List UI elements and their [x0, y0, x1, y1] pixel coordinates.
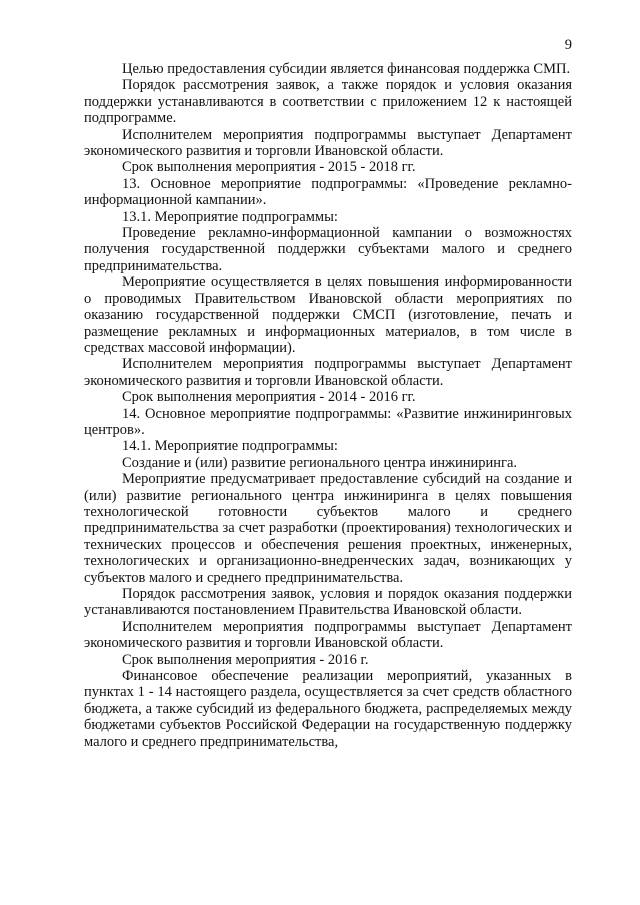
paragraph: Исполнителем мероприятия подпрограммы выступает Департамент экономического развития и торговли Ивановской области. — [84, 618, 572, 652]
page-number: 9 — [564, 37, 572, 53]
paragraph: Целью предоставления субсидии является финансовая поддержка СМП. — [122, 61, 571, 77]
subsection-heading: 14.1. Мероприятие подпрограммы: — [122, 438, 338, 455]
paragraph: Проведение рекламно-информационной кампании о возможностях получения государственной поддержки субъектами малого и среднего предпринимательства. — [84, 225, 572, 274]
paragraph: Порядок рассмотрения заявок, условия и порядок оказания поддержки устанавливаются постановлением Правительства Ивановской области. — [84, 586, 572, 619]
paragraph: Срок выполнения мероприятия - 2016 г. — [122, 651, 369, 668]
paragraph: Порядок рассмотрения заявок, а также порядок и условия оказания поддержки устанавливаются в соответствии с приложением 12 к настоящей подпрограмме. — [84, 77, 572, 127]
paragraph: Исполнителем мероприятия подпрограммы выступает Департамент экономического развития и торговли Ивановской области. — [84, 126, 572, 160]
paragraph: Создание и (или) развитие регионального центра инжиниринга. — [122, 454, 518, 471]
paragraph: Срок выполнения мероприятия - 2015 - 2018 гг. — [122, 159, 416, 176]
document-body — [84, 61, 572, 750]
paragraph: Мероприятие предусматривает предоставление субсидий на создание и (или) развитие регионального центра инжиниринга в целях повышения технологической готовности субъектов малого и среднего предпринимательства за счет разработки (проектирования) технологических и технических процессов и обеспечения решения проектных, инженерных, технологических и организационно-внедренческих задач, возникающих у субъектов малого и среднего предпринимательства. — [84, 471, 572, 586]
paragraph: Финансовое обеспечение реализации мероприятий, указанных в пунктах 1 - 14 настоящего раздела, осуществляется за счет средств областного бюджета, а также субсидий из федерального бюджета, распределяемых между бюджетами субъектов Российской Федерации на государственную поддержку малого и среднего предпринимательства, — [84, 668, 572, 750]
paragraph: Мероприятие осуществляется в целях повышения информированности о проводимых Правительством Ивановской области мероприятиях по оказанию государственной поддержки СМСП (изготовление, печать и размещение рекламных и информационных материалов, в том числе в средствах массовой информации). — [84, 274, 572, 356]
section-heading: 14. Основное мероприятие подпрограммы: «Развитие инжиниринговых центров». — [84, 405, 572, 438]
paragraph: Исполнителем мероприятия подпрограммы выступает Департамент экономического развития и торговли Ивановской области. — [84, 356, 572, 389]
section-heading: 13. Основное мероприятие подпрограммы: «Проведение рекламно-информационной кампании». — [84, 175, 572, 209]
paragraph: Срок выполнения мероприятия - 2014 - 2016 гг. — [122, 389, 416, 406]
subsection-heading: 13.1. Мероприятие подпрограммы: — [122, 208, 338, 225]
